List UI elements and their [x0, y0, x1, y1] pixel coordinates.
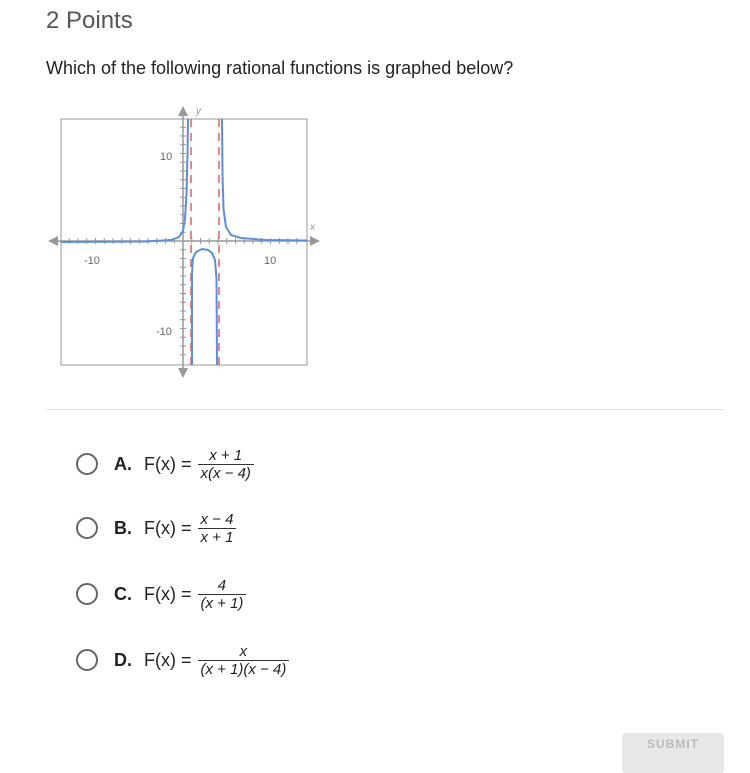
option-fraction	[198, 447, 254, 482]
tick-label-y-pos: 10	[160, 151, 173, 163]
y-axis-label: y	[196, 106, 201, 117]
option-fraction	[198, 577, 247, 612]
fraction-numerator: x	[239, 642, 248, 660]
option-b[interactable]	[76, 508, 236, 548]
fraction-denominator: x + 1	[198, 528, 237, 546]
fraction-denominator: (x + 1)	[198, 594, 247, 612]
fraction-numerator: 4	[217, 576, 227, 594]
x-axis-arrow-right	[310, 236, 320, 246]
option-fraction	[198, 643, 290, 678]
question-text: Which of the following rational functions is graphed below?	[46, 58, 514, 78]
option-a[interactable]	[76, 444, 254, 484]
option-d[interactable]	[76, 640, 289, 680]
fraction-denominator: x(x − 4)	[198, 464, 254, 482]
option-letter: A.	[114, 453, 132, 474]
option-fraction	[198, 511, 237, 546]
tick-label-x-neg: -10	[84, 255, 100, 267]
option-letter: D.	[114, 649, 132, 670]
y-axis-arrow-up	[178, 106, 188, 116]
divider	[46, 409, 724, 410]
x-axis-label: x	[310, 222, 315, 233]
submit-button[interactable]: SUBMIT	[622, 733, 724, 773]
radio-option-d[interactable]	[76, 649, 98, 671]
radio-option-b[interactable]	[76, 517, 98, 539]
option-lhs: F(x) =	[144, 453, 192, 474]
option-letter: B.	[114, 517, 132, 538]
option-lhs: F(x) =	[144, 583, 192, 604]
fraction-denominator: (x + 1)(x − 4)	[198, 660, 290, 678]
tick-label-y-neg: -10	[156, 326, 172, 338]
tick-label-x-pos: 10	[264, 255, 277, 267]
x-axis-arrow-left	[48, 236, 58, 246]
fraction-numerator: x − 4	[200, 510, 234, 528]
y-axis-arrow-down	[178, 368, 188, 378]
radio-option-a[interactable]	[76, 453, 98, 475]
option-letter: C.	[114, 583, 132, 604]
option-lhs: F(x) =	[144, 649, 192, 670]
option-lhs: F(x) =	[144, 517, 192, 538]
fraction-numerator: x + 1	[209, 446, 243, 464]
function-graph	[46, 104, 326, 379]
points-label: 2 Points	[46, 7, 133, 34]
option-c[interactable]	[76, 574, 246, 614]
radio-option-c[interactable]	[76, 583, 98, 605]
